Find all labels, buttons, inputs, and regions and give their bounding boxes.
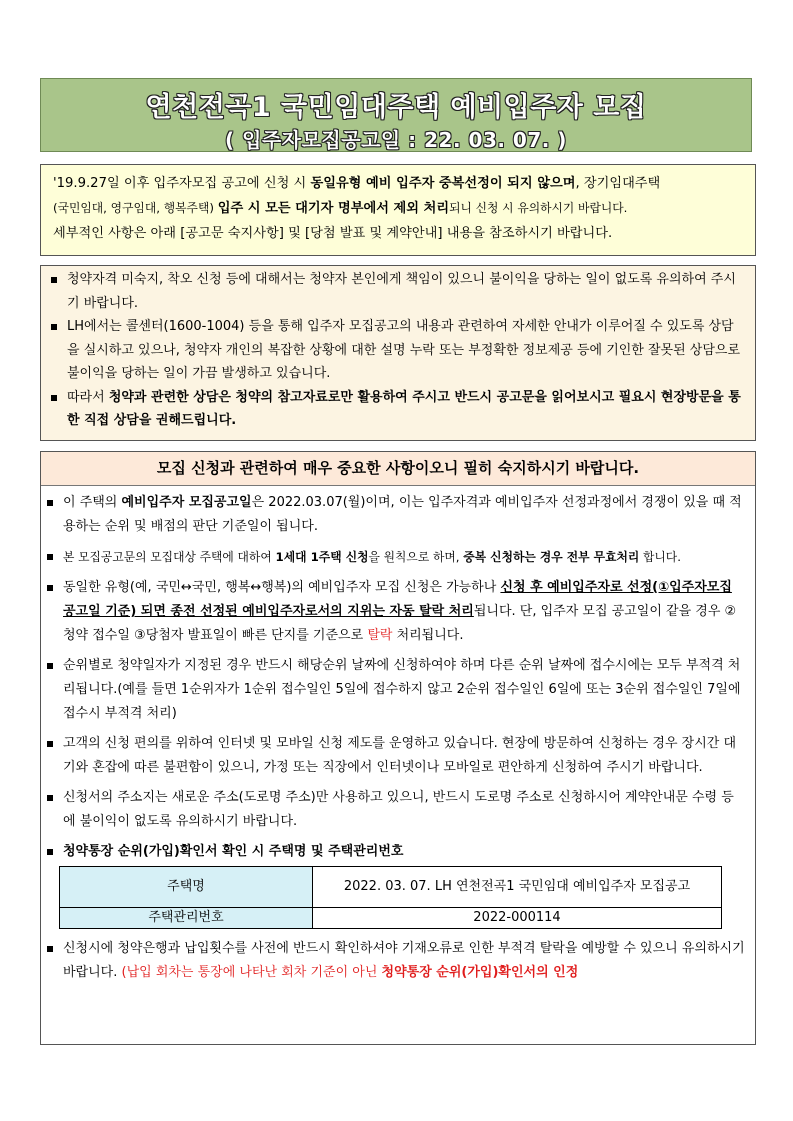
important-items-box: [40, 451, 756, 1045]
notice-text: 되니 신청 시 유의하시기 바랍니다.: [449, 201, 628, 215]
notice-line-2: [53, 196, 743, 221]
table-value: 2022. 03. 07. LH 연천전곡1 국민임대 예비입주자 모집공고: [313, 867, 722, 908]
table-label: 주택명: [60, 867, 313, 908]
notice-emphasis: 동일유형 예비 입주자 중복선정이 되지 않으며: [310, 176, 576, 191]
rule-text: 이 주택의: [63, 495, 122, 510]
table-row: [60, 908, 722, 929]
rule-emphasis: 신청 후 예비입주자로 선정(①입주자모집 공고일 기준) 되면 종전 선정된 예비입주자로서의 지위는 자동 탈락 처리: [63, 580, 732, 619]
warning-item: [49, 386, 743, 433]
rule-text: 신청시에 청약은행과 납입횟수를 사전에 반드시 확인하셔야 기재오류로 인한 부적격 탈락을 예방할 수 있으니 유의하시기 바랍니다.: [63, 941, 745, 980]
consultation-warning-box: [40, 265, 756, 441]
notice-line-1: [53, 171, 743, 196]
notice-line-3: 세부적인 사항은 아래 [공고문 숙지사항] 및 [당첨 발표 및 계약안내] 내용을 참조하시기 바랍니다.: [53, 226, 613, 241]
important-items-body: [41, 486, 755, 985]
rule-text: 동일한 유형(예, 국민↔국민, 행복↔행복)의 예비입주자 모집 신청은 가능하나: [63, 580, 501, 595]
notice-text: (국민임대, 영구임대, 행복주택): [53, 201, 218, 215]
rule-item: [45, 545, 745, 570]
rule-highlight: 탈락: [367, 628, 393, 643]
duplicate-selection-notice: [40, 164, 756, 256]
warning-emphasis: 청약과 관련한 상담은 청약의 참고자료로만 활용하여 주시고 반드시 공고문을 읽어보시고 필요시 현장방문을 통한 직접 상담을 권해드립니다.: [67, 389, 741, 428]
rule-emphasis: 중복 신청하는 경우 전부 무효처리: [463, 550, 640, 564]
warning-item: LH에서는 콜센터(1600-1004) 등을 통해 입주자 모집공고의 내용과 관련하여 자세한 안내가 이루어질 수 있도록 상담을 실시하고 있으나, 청약자 개인의 복잡한 상황에 대한 설명 누락 또는 부정확한 정보제공 등에 기인한 잘못된 상담으로 불이익을 당하는 일이 가끔 발생하고 있습니다.: [49, 315, 743, 386]
rule-highlight: 청약통장 순위(가입)확인서의 인정: [381, 965, 579, 980]
rule-text: 처리됩니다.: [392, 628, 464, 643]
rule-item: [45, 576, 745, 648]
rule-emphasis: 예비입주자 모집공고일: [121, 495, 252, 510]
rule-text: 본 모집공고문의 모집대상 주택에 대하여: [63, 550, 276, 564]
table-row: [60, 867, 722, 908]
table-value: 2022-000114: [313, 908, 722, 929]
rule-emphasis: 1세대 1주택 신청: [275, 550, 369, 564]
warning-text: 따라서: [67, 389, 109, 405]
rule-text: 됩니다. 단, 입주자 모집 공고일이 같을 경우 ②청약 접수일 ③당첨자 발표일이 빠른 단지를 기준으로: [63, 604, 737, 643]
rule-item: [45, 937, 745, 985]
notice-text: '19.9.27일 이후 입주자모집 공고에 신청 시: [53, 176, 311, 191]
rule-text: 을 원칙으로 하며,: [368, 550, 464, 564]
housing-info-table: [59, 866, 722, 929]
announcement-date: ( 입주자모집공고일 : 22. 03. 07. ): [225, 128, 567, 152]
title-banner: [40, 78, 752, 152]
warning-item: 청약자격 미숙지, 착오 신청 등에 대해서는 청약자 본인에게 책임이 있으니 불이익을 당하는 일이 없도록 유의하여 주시기 바랍니다.: [49, 268, 743, 315]
important-items-header: 모집 신청과 관련하여 매우 중요한 사항이오니 필히 숙지하시기 바랍니다.: [41, 452, 755, 486]
rule-item: [45, 491, 745, 539]
rule-item: [45, 840, 745, 864]
rule-highlight: (납입 회차는 통장에 나타난 회차 기준이 아닌: [121, 965, 382, 980]
rule-emphasis: 청약통장 순위(가입)확인서 확인 시 주택명 및 주택관리번호: [63, 844, 404, 859]
rule-text: 은 2022.03.07(월)이며, 이는 입주자격과 예비입주자 선정과정에서 경쟁이 있을 때 적용하는 순위 및 배점의 판단 기준일이 됩니다.: [63, 495, 742, 534]
notice-text: , 장기임대주택: [575, 176, 661, 191]
rule-item: 고객의 신청 편의를 위하여 인터넷 및 모바일 신청 제도를 운영하고 있습니다. 현장에 방문하여 신청하는 경우 장시간 대기와 혼잡에 따른 불편함이 있으니, 가정 또는 직장에서 인터넷이나 모바일로 편안하게 신청하여 주시기 바랍니다.: [45, 732, 745, 780]
page-title: 연천전곡1 국민임대주택 예비입주자 모집: [145, 92, 647, 123]
rule-item: 신청서의 주소지는 새로운 주소(도로명 주소)만 사용하고 있으니, 반드시 도로명 주소로 신청하시어 계약안내문 수령 등에 불이익이 없도록 유의하시기 바랍니다.: [45, 786, 745, 834]
rule-item: 순위별로 청약일자가 지정된 경우 반드시 해당순위 날짜에 신청하여야 하며 다른 순위 날짜에 접수시에는 모두 부적격 처리됩니다.(예를 들면 1순위자가 1순위 접수일인 5일에 접수하지 않고 2순위 접수일인 6일에 또는 3순위 접수일인 7일에 접수시 부적격 처리): [45, 654, 745, 726]
rule-text: 합니다.: [639, 550, 681, 564]
notice-emphasis: 입주 시 모든 대기자 명부에서 제외 처리: [217, 201, 450, 216]
table-label: 주택관리번호: [60, 908, 313, 929]
